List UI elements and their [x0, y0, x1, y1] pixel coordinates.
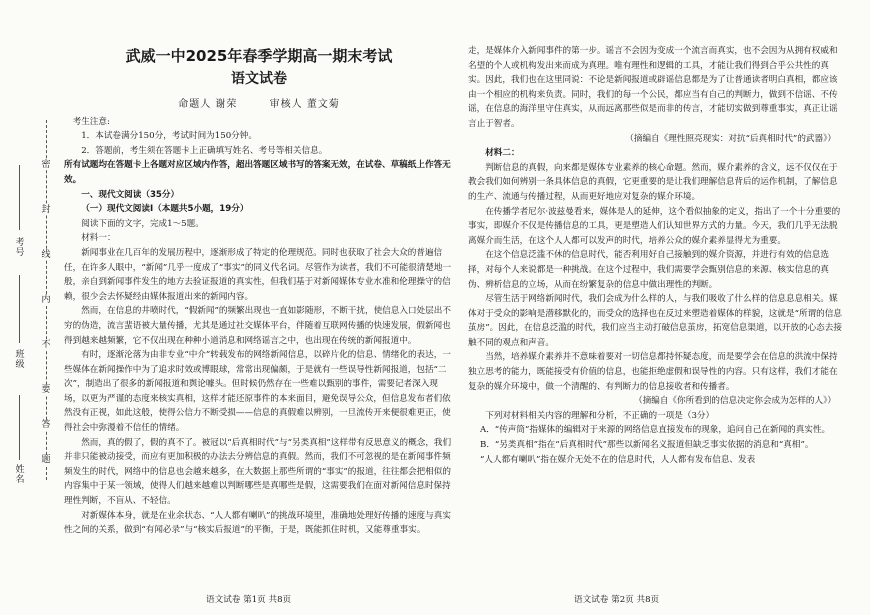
seal-word: 不	[41, 340, 51, 350]
seal-word: 题	[41, 455, 51, 465]
paragraph: 当然，培养媒介素养并不意味着要对一切信息都持怀疑态度，而是要学会在信息的洪流中保持独立思考的能力，既能接受有价值的信息，也能拒绝虚假和误导性的内容。只有这样，我们才能在复杂的媒介环境中，做一个清醒的、有判断力的信息接收者和传播者。	[468, 352, 838, 392]
note-item: 所有试题均在答题卡上各题对应区域内作答，超出答题区域书写的答案无效，在试卷、草稿纸上作答无效。	[64, 160, 451, 185]
paragraph: 判断信息的真假，向来都是媒体专业素养的核心命题。然而，媒介素养的含义，远不仅仅在于教会我们如何辨别一条具体信息的真假，它更重要的是让我们理解信息背后的运作机制，了解信息的生产、流通与传播过程，从而更好地应对复杂的媒介环境。	[468, 162, 838, 202]
material-label: 材料二：	[485, 148, 520, 159]
exam-title: 武威一中2025年春季学期高一期末考试	[125, 47, 393, 65]
question-stem: 下列对材料相关内容的理解和分析，不正确的一项是（3分）	[485, 410, 715, 421]
material-label: 材料一：	[81, 233, 116, 244]
paragraph: 对新媒体本身，就是在业余状态、“人人都有喇叭”的挑战环境里，准确地处理好传播的速度与真实性之间的关系，做到“有闻必录”与“核实后报道”的平衡，于是，既能抓住时机，又能尊重事实。	[64, 510, 451, 536]
authors	[64, 98, 454, 113]
paragraph: 在传播学者尼尔·波兹曼看来，媒体是人的延伸，这个看似抽象的定义，指出了一个十分重要的事实，即媒介不仅是传播信息的工具，更是塑造人们认知世界方式的力量。今天，我们几乎无法脱离媒介而生活，在这个人人都可以发声的时代，培养公众的媒介素养显得尤为重要。	[468, 206, 841, 246]
note-item: 1．本试卷满分150分，考试时间为150分钟。	[81, 131, 257, 142]
class-label: 班级	[15, 350, 25, 370]
sub-heading: （一）现代文阅读Ⅰ（本题共5小题，19分）	[81, 204, 249, 215]
paragraph: 在这个信息泛滥不休的信息时代，能否利用好自己接触到的媒介资源，并进行有效的信息选择，对每个人来说都是一种挑战。在这个过程中，我们需要学会甄别信息的来源、核实信息的真伪、辨析信息的立场，从而在纷繁复杂的信息中做出理性的判断。	[468, 250, 829, 290]
paragraph: 尽管生活于网络新闻时代，我们会成为什么样的人，与我们吸收了什么样的信息息息相关。媒体对于受众的影响是潜移默化的，而受众的选择也在反过来塑造着媒体的样貌，这就是“所谓的信息茧房”。因此，在信息泛滥的时代，我们应当主动打破信息茧房，拓宽信息渠道，以开放的心态去接触不同的观点和声音。	[468, 294, 842, 348]
instruction: 阅读下面的文字，完成1～5题。	[81, 218, 204, 229]
paragraph: 有时，逐渐沦落为由非专业“中介”转载发布的网络新闻信息，以碎片化的信息、情绪化的表达，一些媒体在新闻操作中为了追求时效或博眼球，常常出现偏颇，于是就有一些误导性新闻报道，包括“二次”，制造出了很多的新闻报道和舆论噱头。但时候仍然存在一些难以甄别的事件，需要记者深入现场，以更为严谨的态度来核实真相，这样才能还原事件的本来面目，避免误导公众，但信息发布者们依然没有正视，如此这般，使得公信力不断受损——信息的真假难以辨别，一旦流传开来便很难更正，使得社会中弥漫着不信任的情绪。	[64, 350, 451, 434]
paragraph: 走，是媒体介入新闻事件的第一步。谣言不会因为变成一个流言而真实，也不会因为从拥有权威和名望的个人或机构发出来而成为真理。唯有理性和逻辑的工具，才能让我们得到合乎公共性的真实。因此，我们也在这里同说：不论是新闻报道或辟谣信息都是为了让普通读者明白真相，都应该由一个相应的机构来负责。同时，我们的每一个公民，都应当有自己的判断力，做到不信谣、不传谣，在信息的海洋里守住真实，从而远离那些似是而非的传言，才能切实做到尊重事实，真正让谣言止于智者。	[468, 46, 838, 129]
paragraph: 然而，真的假了，假的真不了。被冠以“后真相时代”与“另类真相”这样带有反思意义的概念，我们并非只能被动接受，而应有更加积极的办法去分辨信息的真假。然而，我们不可忽视的是在新闻事件频频发生的时代，网络中的信息也会越来越多，在大数据上那些所谓的“事实”的报道，往往都会把相似的内容集中于某一领域，使得人们越来越难以判断哪些是真哪些是假，这需要我们在面对新闻信息时保持理性判断，不盲从、不轻信。	[64, 437, 452, 507]
section-heading: 一、现代文阅读（35分）	[81, 189, 180, 200]
exam-number-label: 考号	[15, 238, 25, 258]
page-footer-right: 语文试卷 第2页 共8页	[574, 595, 660, 605]
paragraph: 然而，在信息的井喷时代，“假新闻”的频繁出现也一直如影随形，不断干扰，使信息入口处层出不穷的伪造，流言蜚语被大量传播，尤其是通过社交媒体平台，伴随着互联网传播的快速发展，假新闻也得到越来越频繁，它不仅出现在种种小道消息和网络谣言之中，也出现在传统的新闻报道中。	[64, 306, 451, 346]
seal-word: 封	[41, 205, 51, 215]
class-line[interactable]	[19, 275, 20, 343]
seal-word: 内	[41, 295, 51, 305]
proposer: 命题人 谢荣	[178, 99, 238, 110]
page-one	[64, 30, 454, 538]
page-footer-left: 语文试卷 第1页 共8页	[206, 595, 292, 605]
exam-number-line[interactable]	[19, 165, 20, 230]
source-note: （摘编自《你所看到的信息决定你会成为怎样的人》）	[634, 396, 836, 407]
reviewer: 审核人 董文菊	[269, 99, 340, 110]
seal-word: 答	[41, 420, 51, 430]
question-option: “人人都有喇叭”指在媒介无处不在的信息时代，人人都有发布信息、发表	[480, 454, 756, 465]
name-label: 姓名	[15, 465, 25, 485]
seal-word: 线	[41, 250, 51, 260]
seal-word: 密	[41, 160, 51, 170]
seal-word: 要	[41, 385, 51, 395]
name-line[interactable]	[19, 395, 20, 460]
paragraph: 新闻事业在几百年的发展历程中，逐渐形成了特定的伦理规范。同时也获取了社会大众的普遍信任，在许多人眼中，“新闻”几乎一度成了“事实”的同义代名词。尽管作为读者，我们不可能很清楚地一般，亲自到新闻事件发生的地方去验证报道的真实性，但我们基于对新闻媒体专业水准和伦理操守的信赖，很少会去怀疑经由媒体报道出来的新闻内容。	[64, 247, 452, 302]
page-two	[468, 44, 842, 467]
note-item: 2．答题前，考生须在答题卡上正确填写姓名、考号等相关信息。	[81, 145, 328, 156]
source-note: （摘编自《理性照亮现实：对抗“后真相时代”的武器》）	[625, 133, 836, 144]
question-option: A．“传声筒”指媒体的编辑对于来源的网络信息直接发布的现象，追问自己在新闻的真实性。	[480, 425, 831, 436]
question-option: B．“另类真相”指在“后真相时代”那些以新闻名义报道但缺乏事实依据的消息和“真相”。	[480, 440, 814, 451]
binding-margin	[0, 0, 62, 615]
notes-title: 考生注意:	[72, 116, 110, 127]
paper-title: 语文试卷	[231, 71, 287, 87]
